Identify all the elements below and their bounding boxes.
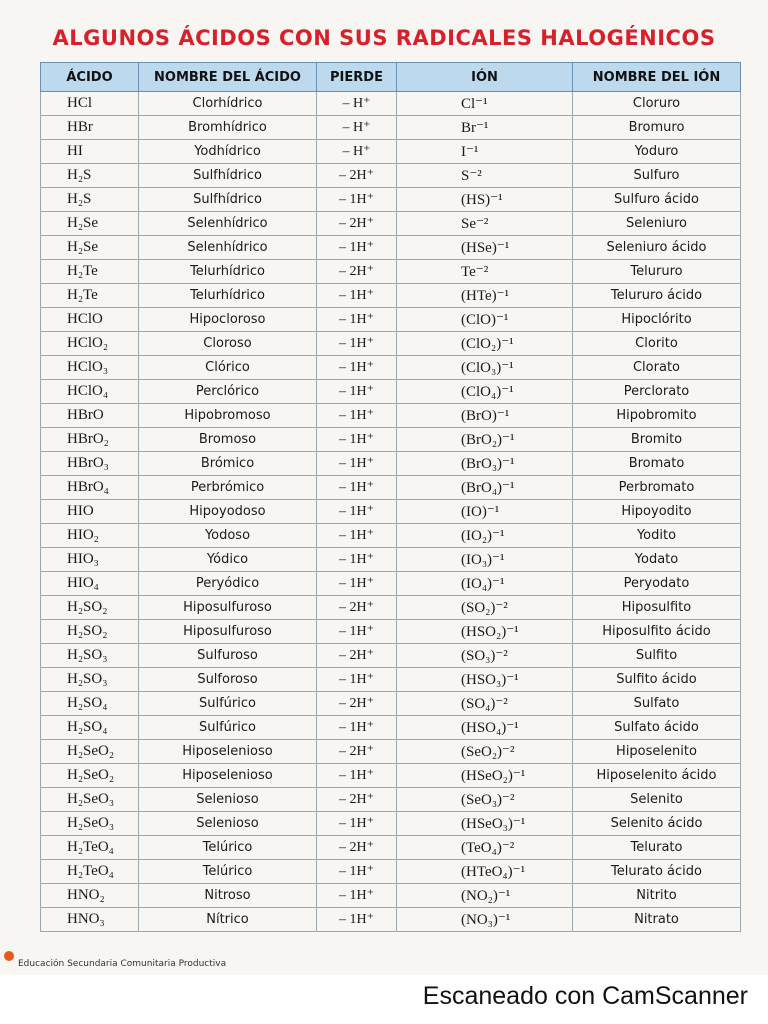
ion-formula: Te⁻² xyxy=(397,260,573,284)
acid-formula: HNO₃ xyxy=(41,908,139,932)
ion-formula: (SeO₃)⁻² xyxy=(397,788,573,812)
proton-loss: – 2H⁺ xyxy=(317,788,397,812)
proton-loss: – 1H⁺ xyxy=(317,668,397,692)
ion-name: Clorato xyxy=(573,356,741,380)
acid-name: Hipocloroso xyxy=(139,308,317,332)
acid-name: Yódico xyxy=(139,548,317,572)
table-row xyxy=(41,332,741,356)
table-row xyxy=(41,788,741,812)
ion-formula: (ClO₄)⁻¹ xyxy=(397,380,573,404)
ion-name: Cloruro xyxy=(573,92,741,116)
acid-name: Telurhídrico xyxy=(139,260,317,284)
ion-formula: (SeO₂)⁻² xyxy=(397,740,573,764)
ion-formula: Se⁻² xyxy=(397,212,573,236)
ion-name: Nitrato xyxy=(573,908,741,932)
acid-name: Hipoyodoso xyxy=(139,500,317,524)
proton-loss: – 2H⁺ xyxy=(317,164,397,188)
ion-name: Hiposelenito ácido xyxy=(573,764,741,788)
table-row xyxy=(41,860,741,884)
page-footer: Educación Secundaria Comunitaria Productiva xyxy=(18,959,227,969)
ion-formula: (BrO₃)⁻¹ xyxy=(397,452,573,476)
proton-loss: – 1H⁺ xyxy=(317,524,397,548)
acid-name: Selenhídrico xyxy=(139,212,317,236)
table-row xyxy=(41,908,741,932)
ion-formula: Cl⁻¹ xyxy=(397,92,573,116)
ion-name: Bromato xyxy=(573,452,741,476)
proton-loss: – 1H⁺ xyxy=(317,332,397,356)
publisher-dot-icon xyxy=(4,951,14,961)
ion-formula: (HSe)⁻¹ xyxy=(397,236,573,260)
ion-name: Hiposulfito ácido xyxy=(573,620,741,644)
table-row xyxy=(41,596,741,620)
ion-name: Hipoclórito xyxy=(573,308,741,332)
acid-formula: H₂SeO₃ xyxy=(41,788,139,812)
acid-name: Selenioso xyxy=(139,788,317,812)
ion-name: Perbromato xyxy=(573,476,741,500)
table-row xyxy=(41,740,741,764)
ion-formula: (IO)⁻¹ xyxy=(397,500,573,524)
ion-name: Peryodato xyxy=(573,572,741,596)
table-row xyxy=(41,884,741,908)
table-row xyxy=(41,644,741,668)
table-row xyxy=(41,836,741,860)
proton-loss: – 1H⁺ xyxy=(317,860,397,884)
proton-loss: – 1H⁺ xyxy=(317,548,397,572)
scanner-watermark: Escaneado con CamScanner xyxy=(422,982,748,1010)
acid-name: Sulforoso xyxy=(139,668,317,692)
acid-formula: H₂TeO₄ xyxy=(41,836,139,860)
table-row xyxy=(41,92,741,116)
ion-formula: (ClO₂)⁻¹ xyxy=(397,332,573,356)
ion-name: Yodato xyxy=(573,548,741,572)
header-loses: PIERDE xyxy=(317,63,397,92)
table-row xyxy=(41,236,741,260)
acid-formula: H₂SeO₂ xyxy=(41,740,139,764)
ion-formula: I⁻¹ xyxy=(397,140,573,164)
acid-formula: HClO₄ xyxy=(41,380,139,404)
acid-name: Selenioso xyxy=(139,812,317,836)
proton-loss: – 1H⁺ xyxy=(317,812,397,836)
proton-loss: – 1H⁺ xyxy=(317,284,397,308)
acid-formula: H₂S xyxy=(41,188,139,212)
proton-loss: – 1H⁺ xyxy=(317,476,397,500)
acid-name: Hipobromoso xyxy=(139,404,317,428)
acid-name: Sulfúrico xyxy=(139,716,317,740)
proton-loss: – 1H⁺ xyxy=(317,500,397,524)
proton-loss: – 1H⁺ xyxy=(317,884,397,908)
acid-formula: HBrO₃ xyxy=(41,452,139,476)
proton-loss: – 1H⁺ xyxy=(317,716,397,740)
table-row xyxy=(41,716,741,740)
proton-loss: – 1H⁺ xyxy=(317,764,397,788)
table-row xyxy=(41,308,741,332)
acid-formula: H₂Se xyxy=(41,236,139,260)
ion-formula: (BrO)⁻¹ xyxy=(397,404,573,428)
acid-name: Clorhídrico xyxy=(139,92,317,116)
ion-name: Bromito xyxy=(573,428,741,452)
table-row xyxy=(41,524,741,548)
table-row xyxy=(41,812,741,836)
ion-name: Selenito ácido xyxy=(573,812,741,836)
proton-loss: – H⁺ xyxy=(317,92,397,116)
acid-name: Nítrico xyxy=(139,908,317,932)
ion-name: Seleniuro xyxy=(573,212,741,236)
acid-formula: HNO₂ xyxy=(41,884,139,908)
acid-name: Selenhídrico xyxy=(139,236,317,260)
acid-name: Sulfuroso xyxy=(139,644,317,668)
acid-formula: H₂TeO₄ xyxy=(41,860,139,884)
ion-name: Sulfato ácido xyxy=(573,716,741,740)
ion-name: Hipobromito xyxy=(573,404,741,428)
ion-name: Sulfito xyxy=(573,644,741,668)
table-row xyxy=(41,284,741,308)
acid-name: Bromoso xyxy=(139,428,317,452)
acid-name: Brómico xyxy=(139,452,317,476)
ion-formula: (IO₂)⁻¹ xyxy=(397,524,573,548)
acid-formula: H₂S xyxy=(41,164,139,188)
proton-loss: – H⁺ xyxy=(317,116,397,140)
acid-formula: HIO xyxy=(41,500,139,524)
acid-formula: H₂SO₃ xyxy=(41,668,139,692)
header-ion-name: NOMBRE DEL IÓN xyxy=(573,63,741,92)
table-row xyxy=(41,452,741,476)
table-row xyxy=(41,548,741,572)
table-row xyxy=(41,620,741,644)
acid-formula: H₂SO₄ xyxy=(41,692,139,716)
acid-name: Yodoso xyxy=(139,524,317,548)
proton-loss: – 1H⁺ xyxy=(317,452,397,476)
acid-formula: HIO₄ xyxy=(41,572,139,596)
ion-formula: S⁻² xyxy=(397,164,573,188)
ion-formula: (ClO₃)⁻¹ xyxy=(397,356,573,380)
proton-loss: – 1H⁺ xyxy=(317,908,397,932)
ion-name: Telururo xyxy=(573,260,741,284)
acid-formula: H₂Se xyxy=(41,212,139,236)
ion-name: Yoduro xyxy=(573,140,741,164)
acid-name: Clórico xyxy=(139,356,317,380)
acid-name: Hiposulfuroso xyxy=(139,620,317,644)
ion-formula: (HTe)⁻¹ xyxy=(397,284,573,308)
acid-formula: H₂Te xyxy=(41,284,139,308)
ion-formula: (HTeO₄)⁻¹ xyxy=(397,860,573,884)
ion-name: Seleniuro ácido xyxy=(573,236,741,260)
table-row xyxy=(41,572,741,596)
acid-formula: HI xyxy=(41,140,139,164)
ion-formula: (HSO₂)⁻¹ xyxy=(397,620,573,644)
proton-loss: – 1H⁺ xyxy=(317,236,397,260)
acid-formula: HCl xyxy=(41,92,139,116)
ion-name: Sulfato xyxy=(573,692,741,716)
proton-loss: – 2H⁺ xyxy=(317,260,397,284)
table-row xyxy=(41,164,741,188)
ion-formula: (SO₃)⁻² xyxy=(397,644,573,668)
acid-formula: HBrO₄ xyxy=(41,476,139,500)
proton-loss: – 1H⁺ xyxy=(317,308,397,332)
table-row xyxy=(41,500,741,524)
acid-name: Perbrómico xyxy=(139,476,317,500)
header-acid-name: NOMBRE DEL ÁCIDO xyxy=(139,63,317,92)
ion-formula: (HSO₄)⁻¹ xyxy=(397,716,573,740)
ion-formula: (IO₃)⁻¹ xyxy=(397,548,573,572)
ion-formula: (HSeO₃)⁻¹ xyxy=(397,812,573,836)
acid-name: Peryódico xyxy=(139,572,317,596)
acid-name: Hiposelenioso xyxy=(139,764,317,788)
ion-name: Sulfuro xyxy=(573,164,741,188)
ion-formula: (HSO₃)⁻¹ xyxy=(397,668,573,692)
table-row xyxy=(41,380,741,404)
ion-name: Telururo ácido xyxy=(573,284,741,308)
ion-formula: (SO₂)⁻² xyxy=(397,596,573,620)
acid-formula: HIO₃ xyxy=(41,548,139,572)
acid-formula: H₂SeO₂ xyxy=(41,764,139,788)
ion-formula: (BrO₂)⁻¹ xyxy=(397,428,573,452)
proton-loss: – 1H⁺ xyxy=(317,572,397,596)
table-row xyxy=(41,692,741,716)
page-title: ALGUNOS ÁCIDOS CON SUS RADICALES HALOGÉNICOS xyxy=(52,26,716,50)
table-row xyxy=(41,212,741,236)
table-row xyxy=(41,668,741,692)
proton-loss: – 2H⁺ xyxy=(317,692,397,716)
ion-name: Perclorato xyxy=(573,380,741,404)
ion-formula: (TeO₄)⁻² xyxy=(397,836,573,860)
ion-name: Hiposelenito xyxy=(573,740,741,764)
table-row xyxy=(41,260,741,284)
proton-loss: – 1H⁺ xyxy=(317,188,397,212)
acid-name: Sulfhídrico xyxy=(139,188,317,212)
acid-formula: H₂SO₄ xyxy=(41,716,139,740)
acids-table xyxy=(40,62,741,932)
acid-name: Cloroso xyxy=(139,332,317,356)
table-body xyxy=(41,92,741,932)
acid-name: Telúrico xyxy=(139,860,317,884)
acid-name: Sulfhídrico xyxy=(139,164,317,188)
ion-formula: (IO₄)⁻¹ xyxy=(397,572,573,596)
ion-name: Hiposulfito xyxy=(573,596,741,620)
ion-name: Telurato xyxy=(573,836,741,860)
ion-formula: (SO₄)⁻² xyxy=(397,692,573,716)
proton-loss: – 2H⁺ xyxy=(317,212,397,236)
acid-formula: HClO₃ xyxy=(41,356,139,380)
acid-name: Telúrico xyxy=(139,836,317,860)
table-row xyxy=(41,476,741,500)
table-row xyxy=(41,356,741,380)
acid-name: Perclórico xyxy=(139,380,317,404)
ion-name: Hipoyodito xyxy=(573,500,741,524)
header-acid: ÁCIDO xyxy=(41,63,139,92)
acid-formula: HClO₂ xyxy=(41,332,139,356)
acid-formula: HBrO xyxy=(41,404,139,428)
acid-formula: HBr xyxy=(41,116,139,140)
ion-formula: (HS)⁻¹ xyxy=(397,188,573,212)
table-row xyxy=(41,764,741,788)
acid-formula: H₂SO₂ xyxy=(41,620,139,644)
proton-loss: – 2H⁺ xyxy=(317,596,397,620)
table-header-row xyxy=(41,63,741,92)
ion-formula: Br⁻¹ xyxy=(397,116,573,140)
proton-loss: – 1H⁺ xyxy=(317,428,397,452)
ion-name: Sulfito ácido xyxy=(573,668,741,692)
acid-name: Hiposulfuroso xyxy=(139,596,317,620)
table-row xyxy=(41,404,741,428)
ion-formula: (NO₂)⁻¹ xyxy=(397,884,573,908)
acid-formula: H₂SO₂ xyxy=(41,596,139,620)
table-row xyxy=(41,116,741,140)
acid-formula: H₂SeO₃ xyxy=(41,812,139,836)
acid-name: Nitroso xyxy=(139,884,317,908)
proton-loss: – 1H⁺ xyxy=(317,620,397,644)
acid-formula: H₂SO₃ xyxy=(41,644,139,668)
acid-formula: HBrO₂ xyxy=(41,428,139,452)
acid-name: Telurhídrico xyxy=(139,284,317,308)
proton-loss: – H⁺ xyxy=(317,140,397,164)
ion-name: Telurato ácido xyxy=(573,860,741,884)
ion-formula: (BrO₄)⁻¹ xyxy=(397,476,573,500)
ion-formula: (HSeO₂)⁻¹ xyxy=(397,764,573,788)
table-row xyxy=(41,428,741,452)
acid-formula: HIO₂ xyxy=(41,524,139,548)
ion-name: Nitrito xyxy=(573,884,741,908)
ion-formula: (ClO)⁻¹ xyxy=(397,308,573,332)
proton-loss: – 2H⁺ xyxy=(317,740,397,764)
ion-name: Yodito xyxy=(573,524,741,548)
table-row xyxy=(41,188,741,212)
ion-name: Clorito xyxy=(573,332,741,356)
proton-loss: – 2H⁺ xyxy=(317,836,397,860)
ion-name: Selenito xyxy=(573,788,741,812)
acid-name: Hiposelenioso xyxy=(139,740,317,764)
ion-name: Sulfuro ácido xyxy=(573,188,741,212)
acid-formula: H₂Te xyxy=(41,260,139,284)
acid-name: Bromhídrico xyxy=(139,116,317,140)
proton-loss: – 1H⁺ xyxy=(317,404,397,428)
ion-formula: (NO₃)⁻¹ xyxy=(397,908,573,932)
acid-name: Sulfúrico xyxy=(139,692,317,716)
proton-loss: – 2H⁺ xyxy=(317,644,397,668)
proton-loss: – 1H⁺ xyxy=(317,356,397,380)
table-row xyxy=(41,140,741,164)
proton-loss: – 1H⁺ xyxy=(317,380,397,404)
header-ion: IÓN xyxy=(397,63,573,92)
acid-formula: HClO xyxy=(41,308,139,332)
ion-name: Bromuro xyxy=(573,116,741,140)
acid-name: Yodhídrico xyxy=(139,140,317,164)
